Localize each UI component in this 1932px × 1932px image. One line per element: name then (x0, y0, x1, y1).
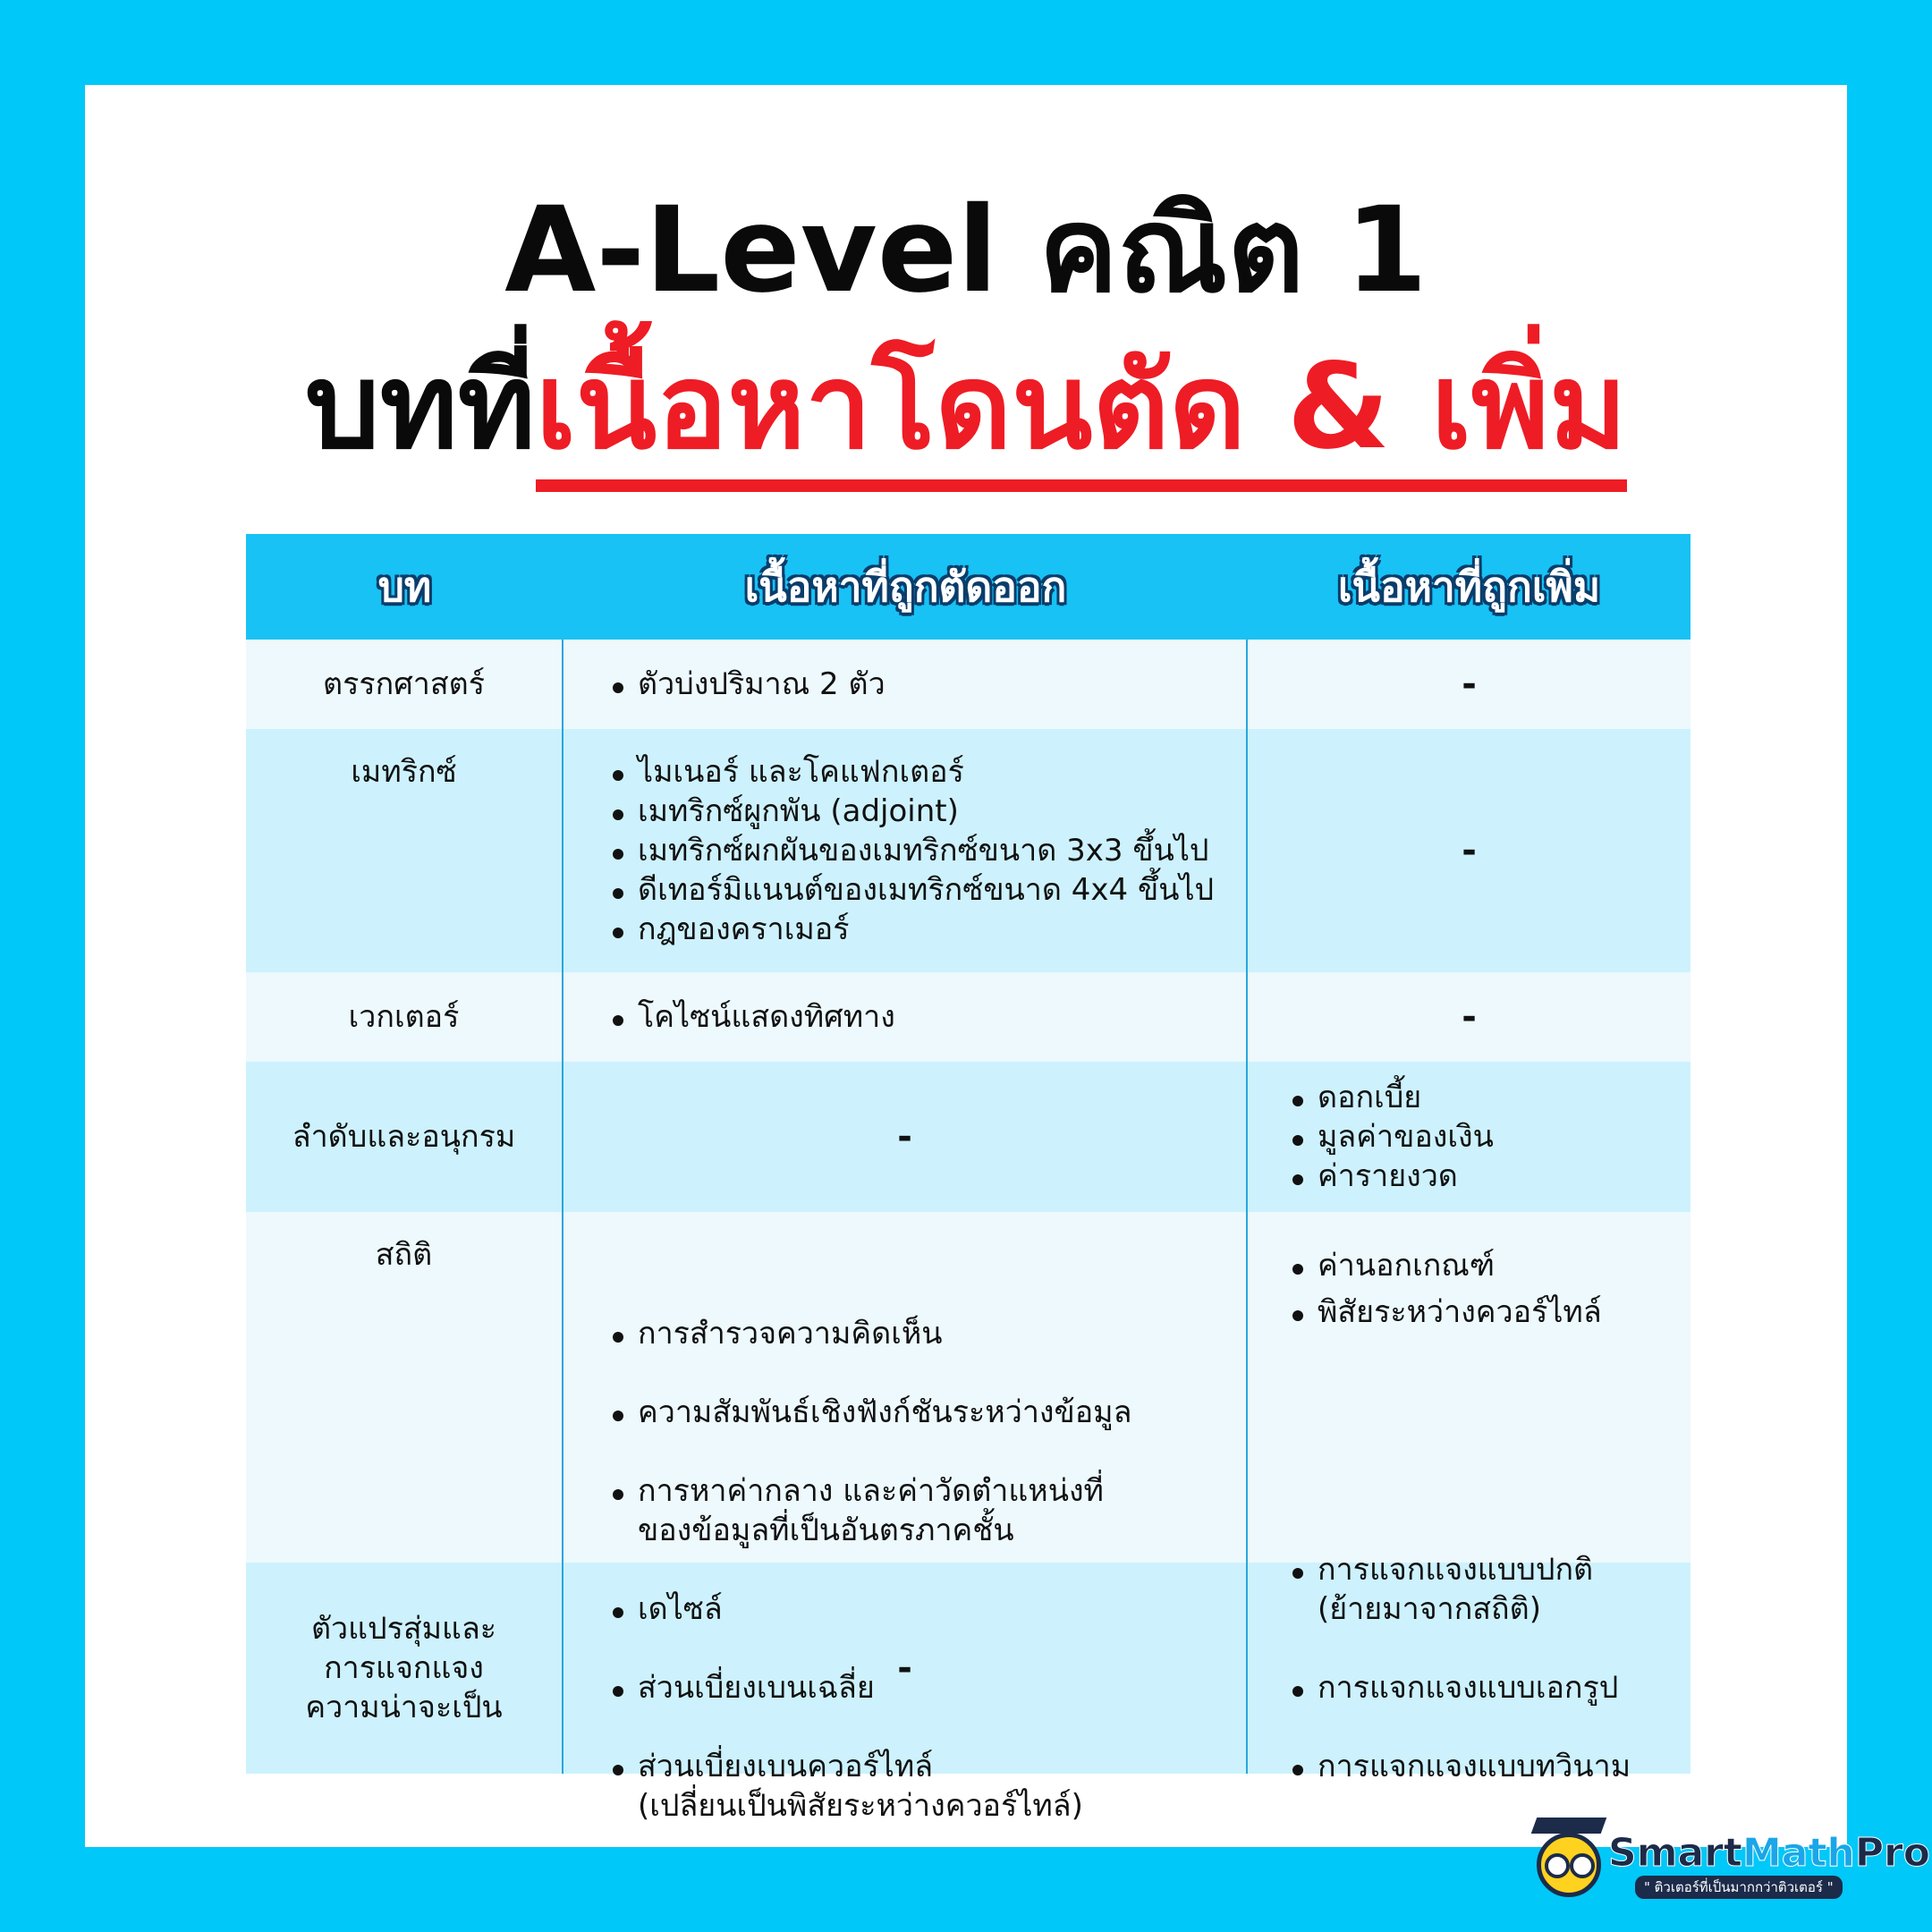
glasses-left (1545, 1853, 1570, 1878)
glasses-right (1570, 1853, 1595, 1878)
removed-list (564, 752, 1246, 949)
curriculum-table (246, 534, 1690, 1824)
list-item: โคไซน์แสดงทิศทาง (638, 999, 895, 1035)
logo-text (1608, 1831, 1930, 1899)
added-list (1248, 1246, 1690, 1332)
list-item: การแจกแจงแบบเอกรูป (1318, 1668, 1631, 1707)
logo-tagline: " ติวเตอร์ที่เป็นมากกว่าติวเตอร์ " (1635, 1876, 1843, 1899)
page-title-line2 (85, 331, 1847, 483)
header-added: เนื้อหาที่ถูกเพิ่ม (1337, 562, 1601, 611)
list-item: ค่ารายงวด (1318, 1157, 1494, 1196)
chapter-cell: ตัวแปรสุ่มและ การแจกแจง ความน่าจะเป็น (246, 1563, 564, 1774)
list-item: การแจกแจงแบบทวินาม (1318, 1749, 1631, 1784)
logo-smart: Smart (1608, 1830, 1742, 1876)
list-item: การแจกแจงแบบปกติ (ย้ายมาจากสถิติ) (1318, 1550, 1631, 1629)
title-prefix: บทที่ (304, 338, 536, 476)
dash: - (897, 1648, 912, 1689)
content-card (85, 85, 1847, 1847)
removed-cell (564, 972, 1248, 1062)
added-cell (1248, 729, 1690, 972)
chapter-cell: เวกเตอร์ (246, 972, 564, 1062)
added-cell (1248, 972, 1690, 1062)
dash: - (897, 1116, 912, 1157)
logo-pro: Pro (1854, 1830, 1930, 1876)
table-row (246, 729, 1690, 972)
added-list (1248, 1078, 1494, 1196)
list-item: กฎของคราเมอร์ (638, 910, 1246, 949)
logo-math: Math (1741, 1830, 1855, 1876)
table-row (246, 1062, 1690, 1212)
list-item: การหาค่ากลาง และค่าวัดตำแหน่งที่ ของข้อมูลที่เป็นอันตรภาคชั้น (638, 1471, 1246, 1550)
list-item: เมทริกซ์ผกผันของเมทริกซ์ขนาด 3x3 ขึ้นไป (638, 831, 1246, 870)
list-item: พิสัยระหว่างควอร์ไทล์ (1318, 1292, 1690, 1332)
header-removed: เนื้อหาที่ถูกตัดออก (744, 562, 1067, 611)
list-item: ค่านอกเกณฑ์ (1318, 1246, 1690, 1285)
removed-cell (564, 1062, 1248, 1212)
logo-name (1608, 1831, 1930, 1876)
list-item: ความสัมพันธ์เชิงฟังก์ชันระหว่างข้อมูล (638, 1393, 1246, 1432)
chapter-cell: สถิติ (246, 1212, 564, 1563)
removed-list (564, 665, 886, 704)
list-item: เมทริกซ์ผูกพัน (adjoint) (638, 792, 1246, 831)
chapter-cell: เมทริกซ์ (246, 729, 564, 972)
removed-cell (564, 729, 1248, 972)
added-list (1248, 1511, 1631, 1826)
chapter-cell: ลำดับและอนุกรม (246, 1062, 564, 1212)
added-cell (1248, 1552, 1690, 1784)
added-cell (1248, 640, 1690, 729)
list-item: ส่วนเบี่ยงเบนเฉลี่ย (638, 1668, 1246, 1707)
table-row (246, 972, 1690, 1062)
list-item: การสำรวจความคิดเห็น (638, 1314, 1246, 1353)
removed-list (564, 997, 895, 1037)
brand-logo (1537, 1820, 1930, 1910)
page-title-line1: A-Level คณิต 1 (504, 182, 1428, 319)
list-item: ส่วนเบี่ยงเบนควอร์ไทล์ (เปลี่ยนเป็นพิสัยระหว่างควอร์ไทล์) (638, 1747, 1246, 1826)
list-item: ตัวบ่งปริมาณ 2 ตัว (638, 666, 886, 702)
dash: - (1462, 996, 1477, 1038)
added-cell (1248, 1062, 1690, 1212)
chapter-cell: ตรรกศาสตร์ (246, 640, 564, 729)
title-highlight: เนื้อหาโดนตัด & เพิ่ม (536, 338, 1627, 492)
list-item: ดีเทอร์มิแนนต์ของเมทริกซ์ขนาด 4x4 ขึ้นไป (638, 870, 1246, 910)
list-item: ดอกเบี้ย (1318, 1078, 1494, 1117)
dash: - (1462, 664, 1477, 705)
table-row (246, 640, 1690, 729)
list-item: เดไซล์ (638, 1589, 1246, 1629)
removed-cell (564, 1212, 1248, 1824)
graduate-mascot-icon (1537, 1833, 1601, 1897)
list-item: ไมเนอร์ และโคแฟกเตอร์ (638, 752, 1246, 792)
removed-cell (564, 640, 1248, 729)
table-header (246, 534, 1690, 640)
list-item: มูลค่าของเงิน (1318, 1119, 1494, 1155)
header-chapter: บท (377, 562, 432, 611)
dash: - (1462, 830, 1477, 871)
